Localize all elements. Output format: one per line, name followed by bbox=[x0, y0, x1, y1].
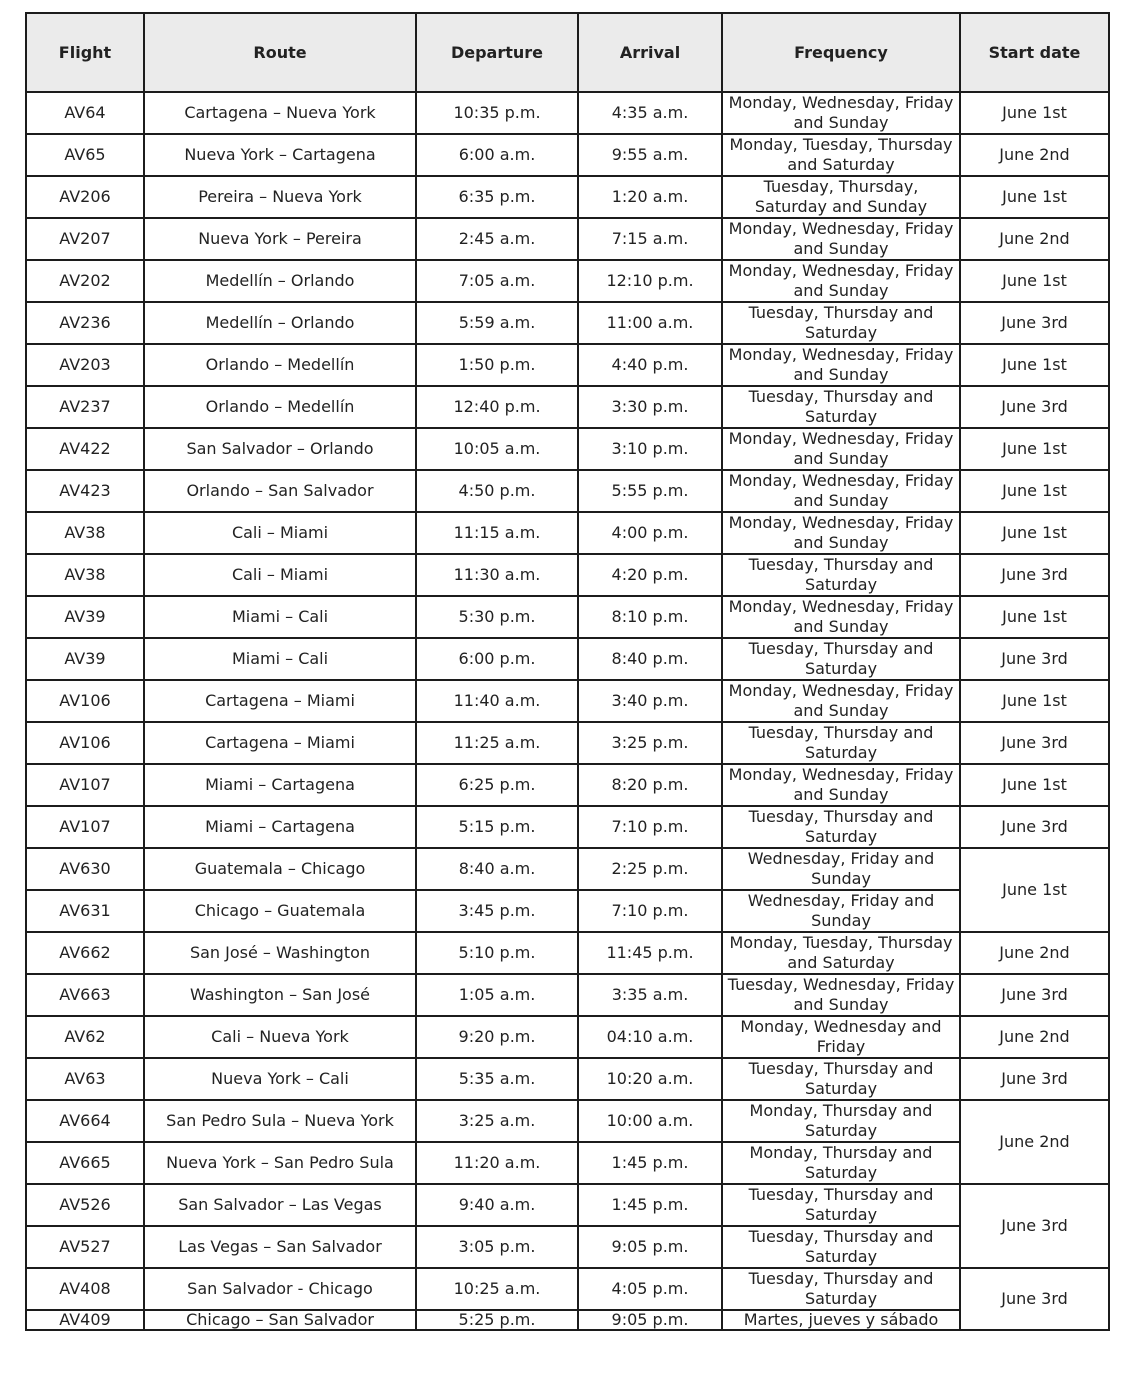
table-row bbox=[26, 344, 1109, 386]
table-row bbox=[26, 806, 1109, 848]
route-cell: San Salvador – Las Vegas bbox=[144, 1184, 416, 1226]
frequency-cell: Monday, Tuesday, Thursday and Saturday bbox=[722, 134, 960, 176]
arrival-cell: 10:00 a.m. bbox=[578, 1100, 722, 1142]
flight-cell: AV237 bbox=[26, 386, 144, 428]
table-row bbox=[26, 218, 1109, 260]
header-arrival: Arrival bbox=[578, 13, 722, 92]
table-row bbox=[26, 1184, 1109, 1226]
departure-cell: 10:05 a.m. bbox=[416, 428, 578, 470]
arrival-cell: 4:05 p.m. bbox=[578, 1268, 722, 1310]
departure-cell: 10:25 a.m. bbox=[416, 1268, 578, 1310]
route-cell: Nueva York – Pereira bbox=[144, 218, 416, 260]
start-date-cell: June 2nd bbox=[960, 134, 1109, 176]
frequency-cell: Monday, Wednesday, Friday and Sunday bbox=[722, 764, 960, 806]
frequency-cell: Tuesday, Thursday and Saturday bbox=[722, 1268, 960, 1310]
table-row bbox=[26, 302, 1109, 344]
route-cell: Orlando – Medellín bbox=[144, 386, 416, 428]
arrival-cell: 1:45 p.m. bbox=[578, 1184, 722, 1226]
route-cell: Nueva York – Cali bbox=[144, 1058, 416, 1100]
start-date-cell: June 1st bbox=[960, 260, 1109, 302]
frequency-cell: Monday, Wednesday, Friday and Sunday bbox=[722, 92, 960, 134]
arrival-cell: 04:10 a.m. bbox=[578, 1016, 722, 1058]
route-cell: Cartagena – Miami bbox=[144, 722, 416, 764]
flight-cell: AV236 bbox=[26, 302, 144, 344]
arrival-cell: 1:20 a.m. bbox=[578, 176, 722, 218]
flight-cell: AV409 bbox=[26, 1310, 144, 1330]
flight-cell: AV106 bbox=[26, 680, 144, 722]
table-row bbox=[26, 680, 1109, 722]
header-row bbox=[26, 13, 1109, 92]
start-date-cell: June 1st bbox=[960, 344, 1109, 386]
frequency-cell: Monday, Wednesday, Friday and Sunday bbox=[722, 512, 960, 554]
frequency-cell: Monday, Wednesday, Friday and Sunday bbox=[722, 428, 960, 470]
arrival-cell: 11:45 p.m. bbox=[578, 932, 722, 974]
route-cell: Cali – Miami bbox=[144, 512, 416, 554]
table-row bbox=[26, 1268, 1109, 1310]
departure-cell: 11:40 a.m. bbox=[416, 680, 578, 722]
table-row bbox=[26, 638, 1109, 680]
start-date-cell: June 3rd bbox=[960, 302, 1109, 344]
departure-cell: 11:30 a.m. bbox=[416, 554, 578, 596]
frequency-cell: Monday, Thursday and Saturday bbox=[722, 1142, 960, 1184]
table-row bbox=[26, 470, 1109, 512]
departure-cell: 3:25 a.m. bbox=[416, 1100, 578, 1142]
table-row bbox=[26, 92, 1109, 134]
frequency-cell: Monday, Wednesday, Friday and Sunday bbox=[722, 680, 960, 722]
frequency-cell: Tuesday, Thursday and Saturday bbox=[722, 638, 960, 680]
flight-cell: AV38 bbox=[26, 554, 144, 596]
departure-cell: 8:40 a.m. bbox=[416, 848, 578, 890]
start-date-cell: June 1st bbox=[960, 680, 1109, 722]
start-date-cell: June 1st bbox=[960, 512, 1109, 554]
departure-cell: 5:10 p.m. bbox=[416, 932, 578, 974]
header-flight: Flight bbox=[26, 13, 144, 92]
departure-cell: 7:05 a.m. bbox=[416, 260, 578, 302]
table-row bbox=[26, 596, 1109, 638]
frequency-cell: Monday, Wednesday, Friday and Sunday bbox=[722, 344, 960, 386]
frequency-cell: Monday, Wednesday, Friday and Sunday bbox=[722, 470, 960, 512]
route-cell: San José – Washington bbox=[144, 932, 416, 974]
departure-cell: 9:40 a.m. bbox=[416, 1184, 578, 1226]
departure-cell: 10:35 p.m. bbox=[416, 92, 578, 134]
arrival-cell: 3:25 p.m. bbox=[578, 722, 722, 764]
arrival-cell: 8:10 p.m. bbox=[578, 596, 722, 638]
route-cell: Miami – Cali bbox=[144, 596, 416, 638]
arrival-cell: 4:35 a.m. bbox=[578, 92, 722, 134]
departure-cell: 3:05 p.m. bbox=[416, 1226, 578, 1268]
route-cell: Chicago – San Salvador bbox=[144, 1310, 416, 1330]
arrival-cell: 4:40 p.m. bbox=[578, 344, 722, 386]
table-row bbox=[26, 386, 1109, 428]
frequency-cell: Tuesday, Thursday and Saturday bbox=[722, 302, 960, 344]
table-row bbox=[26, 176, 1109, 218]
route-cell: Orlando – San Salvador bbox=[144, 470, 416, 512]
table-row bbox=[26, 932, 1109, 974]
start-date-cell: June 1st bbox=[960, 470, 1109, 512]
departure-cell: 1:05 a.m. bbox=[416, 974, 578, 1016]
departure-cell: 9:20 p.m. bbox=[416, 1016, 578, 1058]
departure-cell: 1:50 p.m. bbox=[416, 344, 578, 386]
flight-cell: AV206 bbox=[26, 176, 144, 218]
departure-cell: 4:50 p.m. bbox=[416, 470, 578, 512]
table-row bbox=[26, 134, 1109, 176]
flight-cell: AV107 bbox=[26, 806, 144, 848]
arrival-cell: 9:05 p.m. bbox=[578, 1310, 722, 1330]
frequency-cell: Martes, jueves y sábado bbox=[722, 1310, 960, 1330]
frequency-cell: Tuesday, Thursday and Saturday bbox=[722, 386, 960, 428]
flight-cell: AV63 bbox=[26, 1058, 144, 1100]
header-frequency: Frequency bbox=[722, 13, 960, 92]
start-date-cell: June 3rd bbox=[960, 554, 1109, 596]
flight-cell: AV663 bbox=[26, 974, 144, 1016]
arrival-cell: 2:25 p.m. bbox=[578, 848, 722, 890]
frequency-cell: Monday, Wednesday and Friday bbox=[722, 1016, 960, 1058]
start-date-cell: June 3rd bbox=[960, 638, 1109, 680]
route-cell: Miami – Cali bbox=[144, 638, 416, 680]
frequency-cell: Monday, Wednesday, Friday and Sunday bbox=[722, 260, 960, 302]
departure-cell: 5:30 p.m. bbox=[416, 596, 578, 638]
start-date-cell: June 2nd bbox=[960, 218, 1109, 260]
table-row bbox=[26, 722, 1109, 764]
route-cell: San Pedro Sula – Nueva York bbox=[144, 1100, 416, 1142]
route-cell: Cali – Miami bbox=[144, 554, 416, 596]
arrival-cell: 9:55 a.m. bbox=[578, 134, 722, 176]
arrival-cell: 9:05 p.m. bbox=[578, 1226, 722, 1268]
start-date-cell: June 3rd bbox=[960, 386, 1109, 428]
start-date-cell: June 2nd bbox=[960, 1100, 1109, 1184]
table-row bbox=[26, 1142, 1109, 1184]
flight-cell: AV106 bbox=[26, 722, 144, 764]
start-date-cell: June 1st bbox=[960, 176, 1109, 218]
route-cell: Cali – Nueva York bbox=[144, 1016, 416, 1058]
flight-cell: AV207 bbox=[26, 218, 144, 260]
arrival-cell: 4:20 p.m. bbox=[578, 554, 722, 596]
departure-cell: 6:00 p.m. bbox=[416, 638, 578, 680]
table-row bbox=[26, 512, 1109, 554]
frequency-cell: Tuesday, Thursday and Saturday bbox=[722, 806, 960, 848]
route-cell: Nueva York – San Pedro Sula bbox=[144, 1142, 416, 1184]
table-row bbox=[26, 1058, 1109, 1100]
table-row bbox=[26, 554, 1109, 596]
table-row bbox=[26, 260, 1109, 302]
arrival-cell: 3:30 p.m. bbox=[578, 386, 722, 428]
arrival-cell: 11:00 a.m. bbox=[578, 302, 722, 344]
table-row bbox=[26, 1100, 1109, 1142]
arrival-cell: 8:20 p.m. bbox=[578, 764, 722, 806]
arrival-cell: 1:45 p.m. bbox=[578, 1142, 722, 1184]
header-start-date: Start date bbox=[960, 13, 1109, 92]
arrival-cell: 7:15 a.m. bbox=[578, 218, 722, 260]
frequency-cell: Tuesday, Thursday and Saturday bbox=[722, 554, 960, 596]
start-date-cell: June 3rd bbox=[960, 722, 1109, 764]
frequency-cell: Tuesday, Thursday, Saturday and Sunday bbox=[722, 176, 960, 218]
start-date-cell: June 3rd bbox=[960, 1184, 1109, 1268]
frequency-cell: Tuesday, Thursday and Saturday bbox=[722, 1058, 960, 1100]
arrival-cell: 12:10 p.m. bbox=[578, 260, 722, 302]
departure-cell: 2:45 a.m. bbox=[416, 218, 578, 260]
header-route: Route bbox=[144, 13, 416, 92]
flight-cell: AV39 bbox=[26, 638, 144, 680]
departure-cell: 12:40 p.m. bbox=[416, 386, 578, 428]
start-date-cell: June 1st bbox=[960, 596, 1109, 638]
arrival-cell: 4:00 p.m. bbox=[578, 512, 722, 554]
header-departure: Departure bbox=[416, 13, 578, 92]
route-cell: Miami – Cartagena bbox=[144, 806, 416, 848]
arrival-cell: 8:40 p.m. bbox=[578, 638, 722, 680]
flight-cell: AV107 bbox=[26, 764, 144, 806]
flight-cell: AV662 bbox=[26, 932, 144, 974]
start-date-cell: June 3rd bbox=[960, 806, 1109, 848]
route-cell: Medellín – Orlando bbox=[144, 260, 416, 302]
route-cell: Cartagena – Nueva York bbox=[144, 92, 416, 134]
flight-schedule-table bbox=[25, 12, 1110, 1331]
route-cell: San Salvador – Orlando bbox=[144, 428, 416, 470]
flight-cell: AV423 bbox=[26, 470, 144, 512]
frequency-cell: Monday, Tuesday, Thursday and Saturday bbox=[722, 932, 960, 974]
table-body bbox=[26, 92, 1109, 1330]
table-row bbox=[26, 1226, 1109, 1268]
start-date-cell: June 1st bbox=[960, 848, 1109, 932]
start-date-cell: June 3rd bbox=[960, 974, 1109, 1016]
start-date-cell: June 1st bbox=[960, 764, 1109, 806]
arrival-cell: 3:35 a.m. bbox=[578, 974, 722, 1016]
table-row bbox=[26, 1016, 1109, 1058]
route-cell: Pereira – Nueva York bbox=[144, 176, 416, 218]
route-cell: Medellín – Orlando bbox=[144, 302, 416, 344]
flight-cell: AV38 bbox=[26, 512, 144, 554]
frequency-cell: Wednesday, Friday and Sunday bbox=[722, 848, 960, 890]
route-cell: Orlando – Medellín bbox=[144, 344, 416, 386]
flight-cell: AV422 bbox=[26, 428, 144, 470]
flight-cell: AV203 bbox=[26, 344, 144, 386]
flight-cell: AV408 bbox=[26, 1268, 144, 1310]
table-row bbox=[26, 890, 1109, 932]
arrival-cell: 10:20 a.m. bbox=[578, 1058, 722, 1100]
flight-cell: AV202 bbox=[26, 260, 144, 302]
start-date-cell: June 2nd bbox=[960, 932, 1109, 974]
flight-cell: AV65 bbox=[26, 134, 144, 176]
frequency-cell: Monday, Wednesday, Friday and Sunday bbox=[722, 596, 960, 638]
route-cell: Cartagena – Miami bbox=[144, 680, 416, 722]
flight-cell: AV631 bbox=[26, 890, 144, 932]
frequency-cell: Wednesday, Friday and Sunday bbox=[722, 890, 960, 932]
route-cell: Nueva York – Cartagena bbox=[144, 134, 416, 176]
route-cell: Las Vegas – San Salvador bbox=[144, 1226, 416, 1268]
departure-cell: 5:59 a.m. bbox=[416, 302, 578, 344]
departure-cell: 5:25 p.m. bbox=[416, 1310, 578, 1330]
arrival-cell: 7:10 p.m. bbox=[578, 806, 722, 848]
frequency-cell: Tuesday, Thursday and Saturday bbox=[722, 1184, 960, 1226]
route-cell: Chicago – Guatemala bbox=[144, 890, 416, 932]
frequency-cell: Tuesday, Thursday and Saturday bbox=[722, 1226, 960, 1268]
departure-cell: 6:35 p.m. bbox=[416, 176, 578, 218]
arrival-cell: 3:40 p.m. bbox=[578, 680, 722, 722]
departure-cell: 5:35 a.m. bbox=[416, 1058, 578, 1100]
frequency-cell: Monday, Wednesday, Friday and Sunday bbox=[722, 218, 960, 260]
arrival-cell: 3:10 p.m. bbox=[578, 428, 722, 470]
flight-cell: AV527 bbox=[26, 1226, 144, 1268]
departure-cell: 11:25 a.m. bbox=[416, 722, 578, 764]
table-row bbox=[26, 848, 1109, 890]
flight-cell: AV665 bbox=[26, 1142, 144, 1184]
start-date-cell: June 3rd bbox=[960, 1268, 1109, 1330]
departure-cell: 6:00 a.m. bbox=[416, 134, 578, 176]
departure-cell: 3:45 p.m. bbox=[416, 890, 578, 932]
frequency-cell: Monday, Thursday and Saturday bbox=[722, 1100, 960, 1142]
flight-cell: AV62 bbox=[26, 1016, 144, 1058]
flight-cell: AV526 bbox=[26, 1184, 144, 1226]
table-row bbox=[26, 428, 1109, 470]
departure-cell: 11:20 a.m. bbox=[416, 1142, 578, 1184]
table-row bbox=[26, 974, 1109, 1016]
departure-cell: 11:15 a.m. bbox=[416, 512, 578, 554]
flight-cell: AV630 bbox=[26, 848, 144, 890]
start-date-cell: June 1st bbox=[960, 428, 1109, 470]
departure-cell: 6:25 p.m. bbox=[416, 764, 578, 806]
start-date-cell: June 2nd bbox=[960, 1016, 1109, 1058]
departure-cell: 5:15 p.m. bbox=[416, 806, 578, 848]
flight-cell: AV39 bbox=[26, 596, 144, 638]
table-row bbox=[26, 1310, 1109, 1330]
start-date-cell: June 1st bbox=[960, 92, 1109, 134]
route-cell: Washington – San José bbox=[144, 974, 416, 1016]
flight-cell: AV64 bbox=[26, 92, 144, 134]
frequency-cell: Tuesday, Wednesday, Friday and Sunday bbox=[722, 974, 960, 1016]
start-date-cell: June 3rd bbox=[960, 1058, 1109, 1100]
arrival-cell: 5:55 p.m. bbox=[578, 470, 722, 512]
frequency-cell: Tuesday, Thursday and Saturday bbox=[722, 722, 960, 764]
arrival-cell: 7:10 p.m. bbox=[578, 890, 722, 932]
flight-cell: AV664 bbox=[26, 1100, 144, 1142]
route-cell: Guatemala – Chicago bbox=[144, 848, 416, 890]
route-cell: Miami – Cartagena bbox=[144, 764, 416, 806]
table-row bbox=[26, 764, 1109, 806]
route-cell: San Salvador - Chicago bbox=[144, 1268, 416, 1310]
